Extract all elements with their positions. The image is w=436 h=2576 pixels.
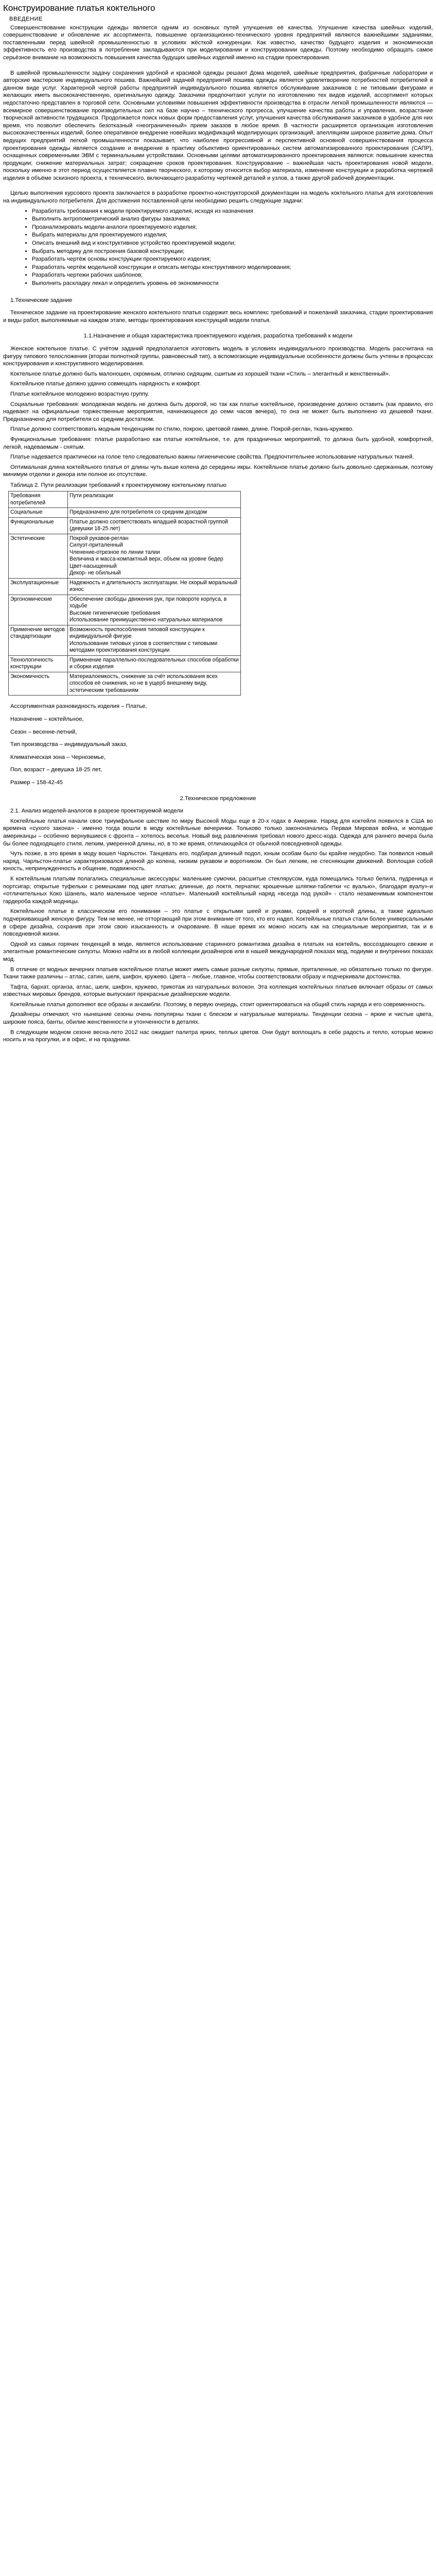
table-row	[9, 672, 241, 696]
subsection-heading: 1.1.Назначение и общая характеристика проектируемого изделия, разработка требований к модели	[83, 333, 353, 340]
list-item: • Проанализировать модели-аналоги проектируемого изделия;	[32, 224, 433, 231]
table-cell-line: Цвет-насыщенный	[69, 563, 117, 569]
spec-line: Назначение – коктейльное,	[10, 716, 84, 723]
table-cell-line: Использование типовых узлов в соответствии с типовыми методами проектирования конструкции	[69, 640, 218, 654]
paragraph: Коктейльные платья дополняют все образы и ансамбли. Поэтому, в первую очередь, стоит ориентироваться на общий стиль наряда и его современность.	[10, 1001, 426, 1008]
paragraph: Платье надевается практически на голое тело следовательно важны гигиенические свойства. Предпочтительнее использование натуральных тканей.	[10, 454, 414, 461]
table-caption: Таблица 2. Пути реализации требований к проектируемому коктельному платью	[10, 482, 226, 488]
table-row	[9, 534, 241, 578]
list-item: • Разработать чертёж основы конструкции проектируемого изделия;	[32, 256, 433, 263]
table-row	[9, 517, 241, 534]
table-row	[9, 492, 241, 508]
paragraph: Коктельное платье должно быть малоношен, скромным, отлично сидящим, сшитым из хорошей ткани «Стиль – элегантный и женственный».	[10, 370, 390, 377]
paragraph: Функциональные требования: платье разработано как платье коктейльное, т.е. для праздничных мероприятий, то должна быть удобной, комфортной, легкой, надеваемым - снятым.	[3, 436, 433, 450]
paragraph: В швейной промышленности задачу сохранения удобной и красивой одежды решают Дома моделей, швейные предприятия, фабричные лаборатории и авторские мастерские индивидуального пошива. Важнейшей задачей предприятий пошива одежды является удовлетворение потребностей потребителей в данном виде услуг. Характерной чертой работы предприятий индивидуального пошива является обслуживание заказчиков с не типовыми фигурами и желающих иметь высококачественную, оригинальную одежду. Заказчики предпочитают услуги по изготовлению тех видов изделий, ассортимент которых недостаточно представлен в торговой сети. Основными условиями повышения эффективности производства в отрасли легкой промышленности являются — всемирное совершенствование производительных сил на базе научно – технического прогресса, улучшение качества работы и управления, возрастание творческой активности трудящихся. Продолжается поиск новых форм предоставления услуг, улучшения качества обслуживания заказчиков в удобное для них время, что позволит обеспечить безотказный «неограниченный» прием заказов в любое время. В частности расширяется организация изготовления высококачественных изделий, более оперативное внедрение новейших модификаций моделирующих организаций, апелляциям широкое развитие дома. Опыт ведущих предприятий легкой промышленности показывает, что наиболее прогрессивной и перспективной основной совершенствования процесса проектирования одежды является создание и внедрение в практику объективно ориентированных систем автоматизированного проектирования (САПР), оснащенных современными ЭВМ с терминальными устройствами. Основными целями автоматизированного проектирования являются: повышение качества продукции; снижение материальных затрат; сокращение сроков проектирования. Конструирование – важнейшая часть проектирования новой модели, поскольку именно в этот период осуществляется плавно творческого, к которому относится выбор материала, изменение конструкции и разработка чертежей изделия в объёме эскизного проекта, к технического, включающего разработку чертежей деталей и узлов, а также другой рабочей документации.	[3, 70, 433, 181]
paragraph: Чуть позже, в это время в моду вошел Чарльстон. Танцевать его, подбирая длинный подол, юным особам было бы крайне неудобно. Так появился новый наряд. Чарльстон-платье характеризовался длиной до колена, низким рукавом и воротником. Он был легким, не стесняющим движений. Воплощая собой юность, непринужденность и общение, подвижность.	[3, 851, 433, 872]
table-cell-line: Высокие гигиенические требования	[69, 609, 161, 616]
table-row	[9, 625, 241, 655]
list-item: • Разработать чертёж модельной конструкции и описать методы конструктивного моделирования;	[32, 264, 433, 272]
spec-line: Сезон – весенне-летний,	[10, 728, 77, 735]
table-cell-label: Технологичность конструкции	[9, 655, 68, 672]
paragraph: Оптимальная длина коктейльного платья от длины чуть выше колена до середины икры. Коктейльное платье должно быть довольно сдержанным, поэтому минимум отделки и декора или полное их отсутствие.	[3, 464, 433, 478]
list-item: • Разработать требования к модели проектируемого изделия, исходя из назначения	[32, 208, 433, 215]
paragraph: К коктейльным платьям полагались специальные аксессуары: маленькие сумочки, расшитые стеклярусом, куда помещались только белила, пудреница и портсигар; открытые туфельки с ремешками под цвет платью; длинные, до локтя, перчатки; крошечные шляпки-таблетки «с вуалью», благодаря вуалу»-и «отличительных Коко Шанель, мало маленькое черное «платье». Маленький коктейльный наряд «всегда под рукой» - стало незаменимым компонентом гардероба каждой модницы.	[3, 875, 433, 905]
list-item: • Выполнить раскладку лекал и определить уровень её экономичности	[32, 280, 433, 287]
table-cell-content	[68, 595, 241, 625]
table-cell-content	[68, 655, 241, 672]
paragraph: Тафта, бархат, органза, атлас, шелк, шифон, кружево, трикотаж из натуральных волокон. Эта коллекция коктейльных платьев включает образы от самых известных мировых брендов, которые выпускают прекрасные дизайнерские модели.	[3, 984, 433, 998]
table-cell-line: Пути реализации	[69, 493, 114, 499]
table-cell-content	[68, 517, 241, 534]
table-cell-line: Надежность и длительность эксплуатации. Не скорый моральный износ	[69, 579, 237, 593]
table-cell-line: Силуэт-приталенный	[69, 542, 123, 549]
paragraph: Целью выполнения курсового проекта заключается в разработке проектно-конструкторской документации на модель коктельного платья для изготовления на индивидуального потребителя. Для достижения поставленной цели необходимо решить следующие задачи:	[3, 190, 433, 205]
table-cell-line: Обеспечение свободы движения рук, при повороте корпуса, в ходьбе	[69, 596, 227, 609]
table-cell-label: Применение методов стандартизации	[9, 625, 68, 655]
paragraph: Техническое задание на проектирование женского коктельного платья содержит весь комплекс требований и пожеланий заказчика, стадии проектирования и виды работ, выполняемые на каждом этапе, методы проектирования конструкций модели платья.	[3, 310, 433, 324]
table-cell-line: Применение параллельно-последовательных способов обработки и сборки изделия	[69, 656, 239, 670]
table-cell-line: Возможность приспособления типовой конструкции к индивидуальной фигуре	[69, 626, 205, 640]
table-cell-label: Эксплуатационные	[9, 578, 68, 595]
table-cell-label: Эстетические	[9, 534, 68, 578]
table-row	[9, 655, 241, 672]
paragraph: Дизайнеры отмечают, что нынешние сезоны очень популярны ткани с блеском и натуральные материалы. Тенденции сезона – яркие и чистые цвета, широкие пояса, банты, обилие женственности и утонченности в деталях.	[3, 1011, 433, 1026]
paragraph: Совершенствование конструкции одежды является одним из основных путей улучшения её качества. Улучшение качества швейных изделий, совершенствование и обновление их ассортимента, повышение организационно-технического уровня предприятий являются важнейшими заданиями, поставленными перед швейной промышленностью в условиях жёсткой конкуренции. Как известно, качество будущего изделия и экономическая эффективность его производства в потребление закладываются при моделировании и конструировании одежды. Поэтому необходимо обращать самое серьёзное внимание на возможность повышения качества будущих швейных изделий именно на стадии проектирования.	[3, 24, 433, 61]
paragraph: Коктейльное платье должно удачно совмещать нарядность и комфорт.	[10, 381, 201, 387]
table-cell-label: Функциональные	[9, 517, 68, 534]
tasks-list	[3, 208, 433, 287]
list-item: • Разработать чертежи рабочих шаблонов;	[32, 272, 433, 279]
table-row	[9, 578, 241, 595]
paragraph: Платье коктейльное молодежно возрастную группу.	[10, 391, 149, 397]
table-cell-line: Предназначено для потребителя со средним доходом	[69, 509, 207, 516]
paragraph: В отличие от модных вечерних платьев коктейльное платье может иметь самые разные силуэты, прямые, приталенные, но обязательно только по фигуре. Ткани также различны – атлас, сатин, шелк, шифон, кружево. Цвета – любые, главное, чтобы соответствовали образу и подчеркивали достоинства.	[3, 966, 433, 980]
table-cell-line: Покрой рукавов-реглан	[69, 535, 129, 541]
document-page	[3, 0, 433, 1052]
table-cell-label: Требования потребителей	[9, 492, 68, 508]
list-item: • Описать внешний вид и конструктивное устройство проектируемой модели;	[32, 240, 433, 247]
intro-heading: ВВЕДЕНИЕ	[9, 16, 43, 22]
table-cell-line: Членение-отрезное по линии талии	[69, 549, 160, 555]
spec-list	[3, 703, 433, 786]
spec-line: Пол, возраст – девушка 18-25 лет,	[10, 767, 102, 773]
table-cell-line: Декор- не обильный	[69, 570, 121, 577]
page-title: Конструирование платья коктельного	[3, 3, 155, 13]
table-row	[9, 595, 241, 625]
paragraph: Коктейльные платья начали свое триумфальное шествие по миру Высокой Моды еще в 20-х годах в Америке. Наряд для коктейля появился в США во времена «сухого закона» - именно тогда вошли в моду коктейльные вечеринки. Тольково только закононачались Первая Мировая война, и молодые американцы – особенно вернувшиеся с фронта – хотелось веселья. Новый вид развлечения требовал нового дресс-кода. Одежда для раннего вечера была бы более подходящего стиля, легким, умеренной длины, но, в то же время, отличающейся от обычной повседневной одежды.	[3, 818, 433, 847]
intro-section	[3, 24, 433, 287]
paragraph: Женское коктельное платье. С учётом заданий предполагается изготовить модель в условиях индивидуального производства. Модель рассчитана на фигуру типового телосложения (втораи полнотной группы, равновесный тип), а вспомогающие индивидуальные особенности должны быть учтены в процессах конструирования и конструктивного моделирования.	[3, 345, 433, 367]
subsection-heading: 2.1. Анализ моделей-аналогов в разрезе проектируемой модели	[10, 808, 184, 815]
table-row	[9, 508, 241, 518]
table-cell-content	[68, 578, 241, 595]
spec-line: Размер – 158-42-45	[10, 779, 63, 786]
table-cell-label: Эргономические	[9, 595, 68, 625]
paragraph: Одной из самых горячих тенденций в моде, является использование старинного романтизма дизайна в платьях на коктейль, воссоздающего свежие и элегантные романтические силуэты. Можно найти их в любой коллекции дизайнеров или в нашей международной показах мод, подиуме и внутренних показах мод.	[3, 941, 433, 962]
table-cell-line: Величина и масса-компактный верх, объем на уровне бедер	[69, 556, 223, 563]
table-cell-line: Материалоемкость, снижение за счёт использования всех способов её снижения, но не в ущерб внешнему виду, эстетическим требованиям	[69, 673, 218, 693]
paragraph: Коктейльное платье в классическом его понимании – это платье с открытыми шеей и руками, средней и короткой длины, а также идеально подчеркивающий женскую фигуру. Тем не менее, не отторгающий при этом внимание от того, кто его надел. Коктейльные платья стали более универсальными в сфере дизайна, сохранив при этом свою изысканность и очарование. В наше время их можно носить как на специальные мероприятия, так и в повседневной жизни.	[3, 908, 433, 938]
table-cell-content	[68, 534, 241, 578]
paragraph: В следующем модном сезоне весна-лето 2012 нас ожидает палитра ярких, теплых цветов. Они будут воплощать в себе радость и тепло, которые можно носить и на прогулки, и в офис, и на праздники.	[3, 1029, 433, 1043]
table-cell-line: Платье должно соответствовать младшей возрастной группой (девушки 18-25 лет)	[69, 518, 228, 532]
table-cell-content	[68, 625, 241, 655]
list-item: • Выбрать материалы для проектируемого изделия;	[32, 231, 433, 239]
spec-line: Тип производства – индивидуальный заказ,	[10, 741, 128, 748]
list-item: • Выполнить антропометрический анализ фигуры заказчика;	[32, 215, 433, 223]
table-cell-content	[68, 672, 241, 696]
section-heading: 1.Технические задание	[10, 297, 73, 303]
spec-line: Ассортиментная разновидность изделия – Платье,	[10, 703, 147, 710]
list-item: • Выбрать методику для построения базовой конструкции;	[32, 248, 433, 256]
section-heading: 2.Техническое предложение	[180, 795, 256, 802]
table-cell-label: Социальные	[9, 508, 68, 518]
table-cell-line: Использование преимущественно натуральных материалов	[69, 617, 223, 623]
paragraph: Социальные требования: молодежная модель не должна быть дорогой, но так как платье коктейльное, произведение должно оставить (как правило, его надевают на официальные торжественные мероприятия, начинающееся до семи часов вечера), то она не может быть выполнено из дешевой ткани. Предназначено для потребителя со средним достатком.	[3, 401, 433, 422]
requirements-table	[8, 491, 241, 696]
paragraph: Платье должно соответствовать модным тенденциям по стилю, покрою, цветовой гамме, длине. Покрой-реглан, ткань-кружево.	[10, 426, 354, 433]
spec-line: Климатическая зона – Черноземье,	[10, 754, 106, 760]
table-cell-content	[68, 492, 241, 508]
table-cell-content	[68, 508, 241, 518]
table-cell-label: Экономичность	[9, 672, 68, 696]
